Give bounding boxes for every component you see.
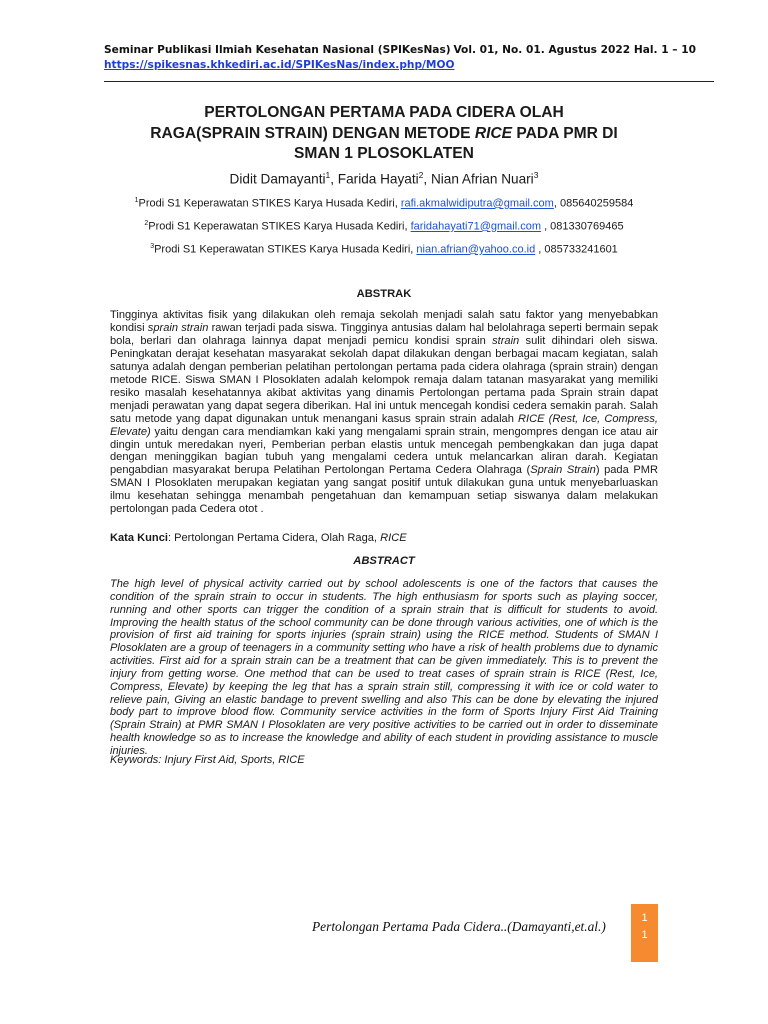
affiliation-sup: 1 [134,197,139,204]
kata-kunci-label: Kata Kunci [110,532,168,544]
page-number-digit: 1 [641,929,648,941]
affiliation-3 [110,243,658,256]
abstrak-text: yaitu dengan cara mendiamkan kaki yang mengalami sprain strain, mengompres dengan ice atau air dingin untuk meredakan nyeri, Pemberian perban elastis untuk mencegah pembengkakan dan juga dapat dengan meninggikan bagian tubuh yang mengalami cedera untuk melancarkan aliran darah. Kegiatan pengabdian masyarakat berupa Pelatihan Pertolongan Pertama Cedera Olahraga ( [110,425,658,477]
affiliation-sup: 3 [150,243,155,250]
abstrak-text: Tingginya aktivitas fisik yang dilakukan oleh remaja sekolah menjadi salah satu faktor yang menyebabkan kondisi [110,309,658,334]
page-number-digit: 1 [641,912,648,924]
abstract-heading: ABSTRACT [353,555,415,567]
affiliation-1 [110,197,658,210]
email-link[interactable]: rafi.akmalwidiputra@gmail.com [400,197,554,210]
page-number-box [631,904,658,962]
title-line-1: PERTOLONGAN PERTAMA PADA CIDERA OLAH [204,104,564,121]
title-line-2-start: RAGA(SPRAIN STRAIN) DENGAN METODE [150,124,475,142]
title-rice-italic: RICE [474,124,513,142]
abstract-keywords: Keywords: Injury First Aid, Sports, RICE [110,754,305,766]
kata-kunci-text: : Pertolongan Pertama Cidera, Olah Raga, [167,532,381,544]
title-line-2-end: PADA PMR DI [512,124,618,142]
abstrak-body [110,309,658,516]
abstrak-italic: Sprain Strain [530,464,596,477]
affiliation-phone: , 081330769465 [541,220,624,233]
abstrak-heading: ABSTRAK [356,288,412,300]
author-sup: 2 [418,170,424,180]
affiliation-text: Prodi S1 Keperawatan STIKES Karya Husada Kediri, [154,243,417,256]
affiliation-sup: 2 [144,220,149,227]
affiliation-phone: , 085733241601 [535,243,618,256]
author-name: Nian Afrian Nuari [430,171,534,187]
paper-title [110,103,658,165]
abstract-body: The high level of physical activity carried out by school adolescents is one of the factors that causes the condition of the sprain strain to occur in students. The high enthusiasm for sports such as playing soccer, running and other sports can trigger the condition of a sprain strain that is difficult for students to avoid. Improving the health status of the school community can be done through various activities, one of which is the provision of first aid training for sports injuries (sprain strain) using the RICE method. Students of SMAN I Plosoklaten are a group of teenagers in a community setting who have a risk of health problems due to dynamic activities. First aid for a sprain strain can be a treatment that can be given immediately. This is to prevent the injury from getting worse. One method that can be used to treat cases of sprain strain is RICE (Rest, Ice, Compress, Elevate) by keeping the leg that has a sprain strain still, compressing it with ice or cold water to relieve pain, Giving an elastic bandage to prevent swelling and also This can be done by elevating the injured body part to improve blood flow. Community service activities in the form of Sports Injury First Aid Training (Sprain Strain) at PMR SMAN I Plosoklaten are very positive activities to be carried out in order to disseminate health knowledge so as to increase the knowledge and ability of each student in providing assistance to muscle injuries. [110,578,658,757]
journal-url-link[interactable]: https://spikesnas.khkediri.ac.id/SPIKesNas/index.php/MOO [104,59,455,71]
seminar-name: Seminar Publikasi Ilmiah Kesehatan Nasional (SPIKesNas) [104,44,451,56]
abstrak-text: ) pada PMR SMAN I Plosoklaten merupakan kegiatan yang sangat positif untuk dilakukan guna untuk menyebarluaskan ilmu kesehatan sehingga menambah pengetahuan dan kemampuan setiap siswanya dalam melakukan pertolongan pada Cedera otot . [110,464,658,516]
abstrak-italic: RICE (Rest, Ice, Compress, Elevate) [110,412,658,438]
author-list: Didit Damayanti$^1$, Farida Hayati$^2$, Nian Afrian Nuari$^3$ [229,170,539,187]
abstrak-text: sulit dihindari oleh siswa. Peningkatan derajat kesehatan masyarakat sekolah dapat dilakukan dengan berbagai macam kegiatan, salah satunya adalah dengan pemberian pelatihan pertolongan pertama pada cidera olahraga (sprain strain) dengan metode RICE. Siswa SMAN I Plosoklaten adalah kelompok remaja dalam tatanan masyarakat yang memiliki resiko masalah kesehatannya akibat aktivitas yang dinamis Pertolongan pertama pada Sprain strain dapat menjadi perawatan yang dapat segera diberikan. Hal ini untuk mencegah kondisi cedera semakin parah. Salah satu metode yang dapat digunakan untuk menangani kasus sprain strain adalah [110,334,658,425]
affiliation-text: Prodi S1 Keperawatan STIKES Karya Husada Kediri, [138,197,401,210]
running-footer: Pertolongan Pertama Pada Cidera..(Damayanti,et.al.) [312,919,606,934]
kata-kunci [110,532,658,544]
affiliation-2 [110,220,658,233]
kata-kunci-italic: RICE [380,532,407,544]
abstrak-italic: sprain strain [147,321,209,334]
author-name: Farida Hayati [337,171,419,187]
abstrak-italic: strain [492,334,520,347]
author-sup: 3 [533,170,539,180]
author-sup: 1 [325,170,331,180]
header-divider [104,81,714,82]
title-line-3: SMAN 1 PLOSOKLATEN [294,145,474,162]
affiliation-text: Prodi S1 Keperawatan STIKES Karya Husada Kediri, [148,220,411,233]
author-name: Didit Damayanti [229,171,326,187]
email-link[interactable]: nian.afrian@yahoo.co.id [416,243,536,256]
volume-info: Vol. 01, No. 01. Agustus 2022 Hal. 1 – 10 [453,44,696,56]
email-link[interactable]: faridahayati71@gmail.com [410,220,542,233]
affiliation-phone: , 085640259584 [553,197,634,210]
abstrak-text: rawan terjadi pada siswa. Tingginya antusias dalam hal belolahraga seperti bermain sepak bola, berlari dan olahraga lainnya dapat menjadi pemicu kondisi sprain [110,321,658,347]
title-line-2 [110,124,658,145]
